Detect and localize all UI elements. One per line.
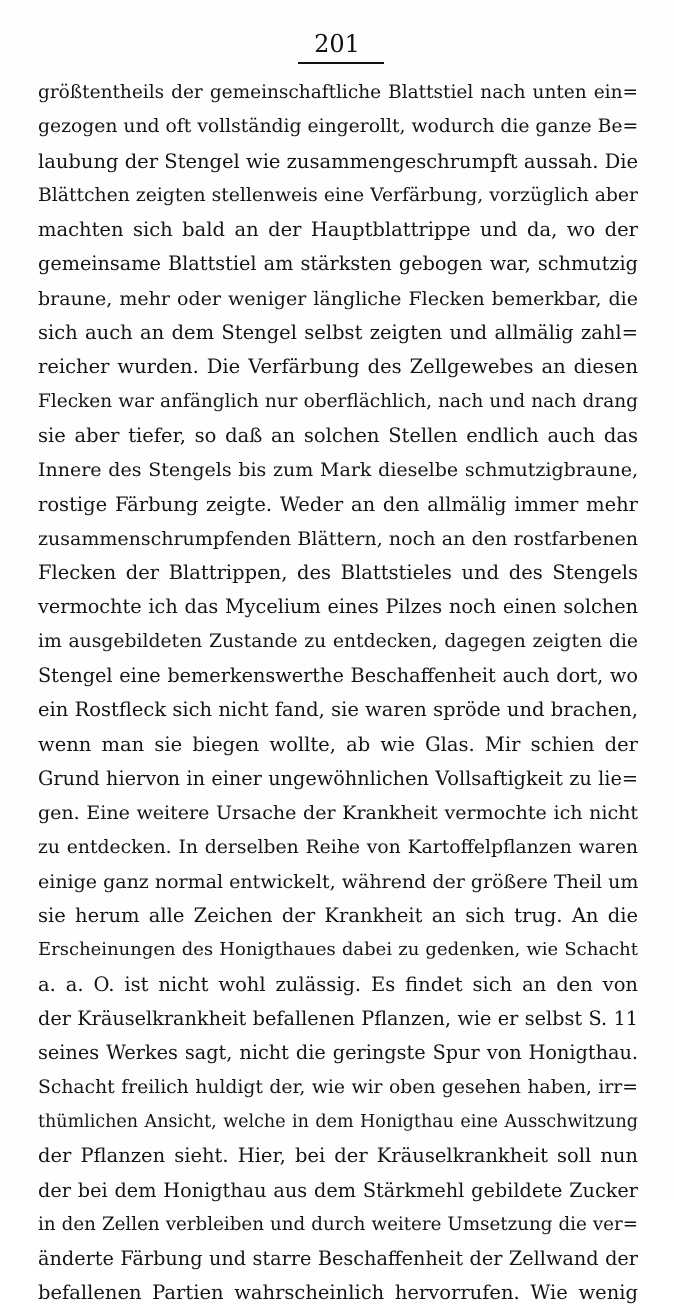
text-line: einige ganz normal entwickelt, während der größere Theil um xyxy=(38,870,638,893)
text-line: machten sich bald an der Hauptblattrippe und da, wo der xyxy=(38,218,638,242)
text-line: seines Werkes sagt, nicht die geringste Spur von Honigthau. xyxy=(38,1041,638,1065)
text-line: änderte Färbung und starre Beschaffenheit der Zellwand der xyxy=(38,1247,638,1271)
text-line: rostige Färbung zeigte. Weder an den allmälig immer mehr xyxy=(38,492,638,516)
text-line: Grund hiervon in einer ungewöhnlichen Vollsaftigkeit zu lie= xyxy=(38,766,638,790)
text-line: Flecken der Blattrippen, des Blattstieles und des Stengels xyxy=(38,561,638,585)
text-line: zusammenschrumpfenden Blättern, noch an den rostfarbenen xyxy=(38,527,638,550)
text-line: in den Zellen verbleiben und durch weitere Umsetzung die ver= xyxy=(38,1213,638,1235)
text-line: wenn man sie biegen wollte, ab wie Glas. Mir schien der xyxy=(38,732,638,756)
text-line: a. a. O. ist nicht wohl zulässig. Es findet sich an den von xyxy=(38,972,638,996)
text-line: sich auch an dem Stengel selbst zeigten und allmälig zahl= xyxy=(38,321,638,345)
text-line: Erscheinungen des Honigthaues dabei zu gedenken, wie Schacht xyxy=(38,939,638,961)
text-line: befallenen Partien wahrscheinlich hervorrufen. Wie wenig xyxy=(38,1281,638,1305)
page-number: 201 xyxy=(314,30,360,58)
text-line: laubung der Stengel wie zusammengeschrumpft aussah. Die xyxy=(38,149,638,173)
text-line: gemeinsame Blattstiel am stärksten gebogen war, schmutzig xyxy=(38,252,638,276)
text-line: der bei dem Honigthau aus dem Stärkmehl gebildete Zucker xyxy=(38,1178,638,1202)
text-line: Stengel eine bemerkenswerthe Beschaffenheit auch dort, wo xyxy=(38,664,638,688)
text-line: Blättchen zeigten stellenweis eine Verfärbung, vorzüglich aber xyxy=(38,184,638,206)
text-line: sie herum alle Zeichen der Krankheit an sich trug. An die xyxy=(38,904,638,928)
text-line: gen. Eine weitere Ursache der Krankheit vermochte ich nicht xyxy=(38,802,638,825)
text-line: zu entdecken. In derselben Reihe von Kartoffelpflanzen waren xyxy=(38,836,638,858)
text-line: thümlichen Ansicht, welche in dem Honigthau eine Ausschwitzung xyxy=(38,1111,638,1132)
text-line: der Pflanzen sieht. Hier, bei der Kräuselkrankheit soll nun xyxy=(38,1144,638,1168)
text-line: der Kräuselkrankheit befallenen Pflanzen, wie er selbst S. 11 xyxy=(38,1007,638,1031)
text-line: braune, mehr oder weniger längliche Flecken bemerkbar, die xyxy=(38,287,638,310)
text-line: sie aber tiefer, so daß an solchen Stellen endlich auch das xyxy=(38,423,638,447)
text-line: reicher wurden. Die Verfärbung des Zellgewebes an diesen xyxy=(38,355,638,379)
body-text xyxy=(38,76,638,1311)
text-line: im ausgebildeten Zustande zu entdecken, dagegen zeigten die xyxy=(38,630,638,652)
text-line: gezogen und oft vollständig eingerollt, wodurch die ganze Be= xyxy=(38,116,638,138)
header-rule xyxy=(298,62,384,64)
text-line: ein Rostfleck sich nicht fand, sie waren spröde und brachen, xyxy=(38,698,638,722)
text-line: Flecken war anfänglich nur oberflächlich, nach und nach drang xyxy=(38,390,638,412)
text-line: größtentheils der gemeinschaftliche Blattstiel nach unten ein= xyxy=(38,82,638,103)
text-line: Innere des Stengels bis zum Mark dieselbe schmutzigbraune, xyxy=(38,459,638,482)
text-line: vermochte ich das Mycelium eines Pilzes noch einen solchen xyxy=(38,595,638,619)
text-line: Schacht freilich huldigt der, wie wir oben gesehen haben, irr= xyxy=(38,1076,638,1098)
